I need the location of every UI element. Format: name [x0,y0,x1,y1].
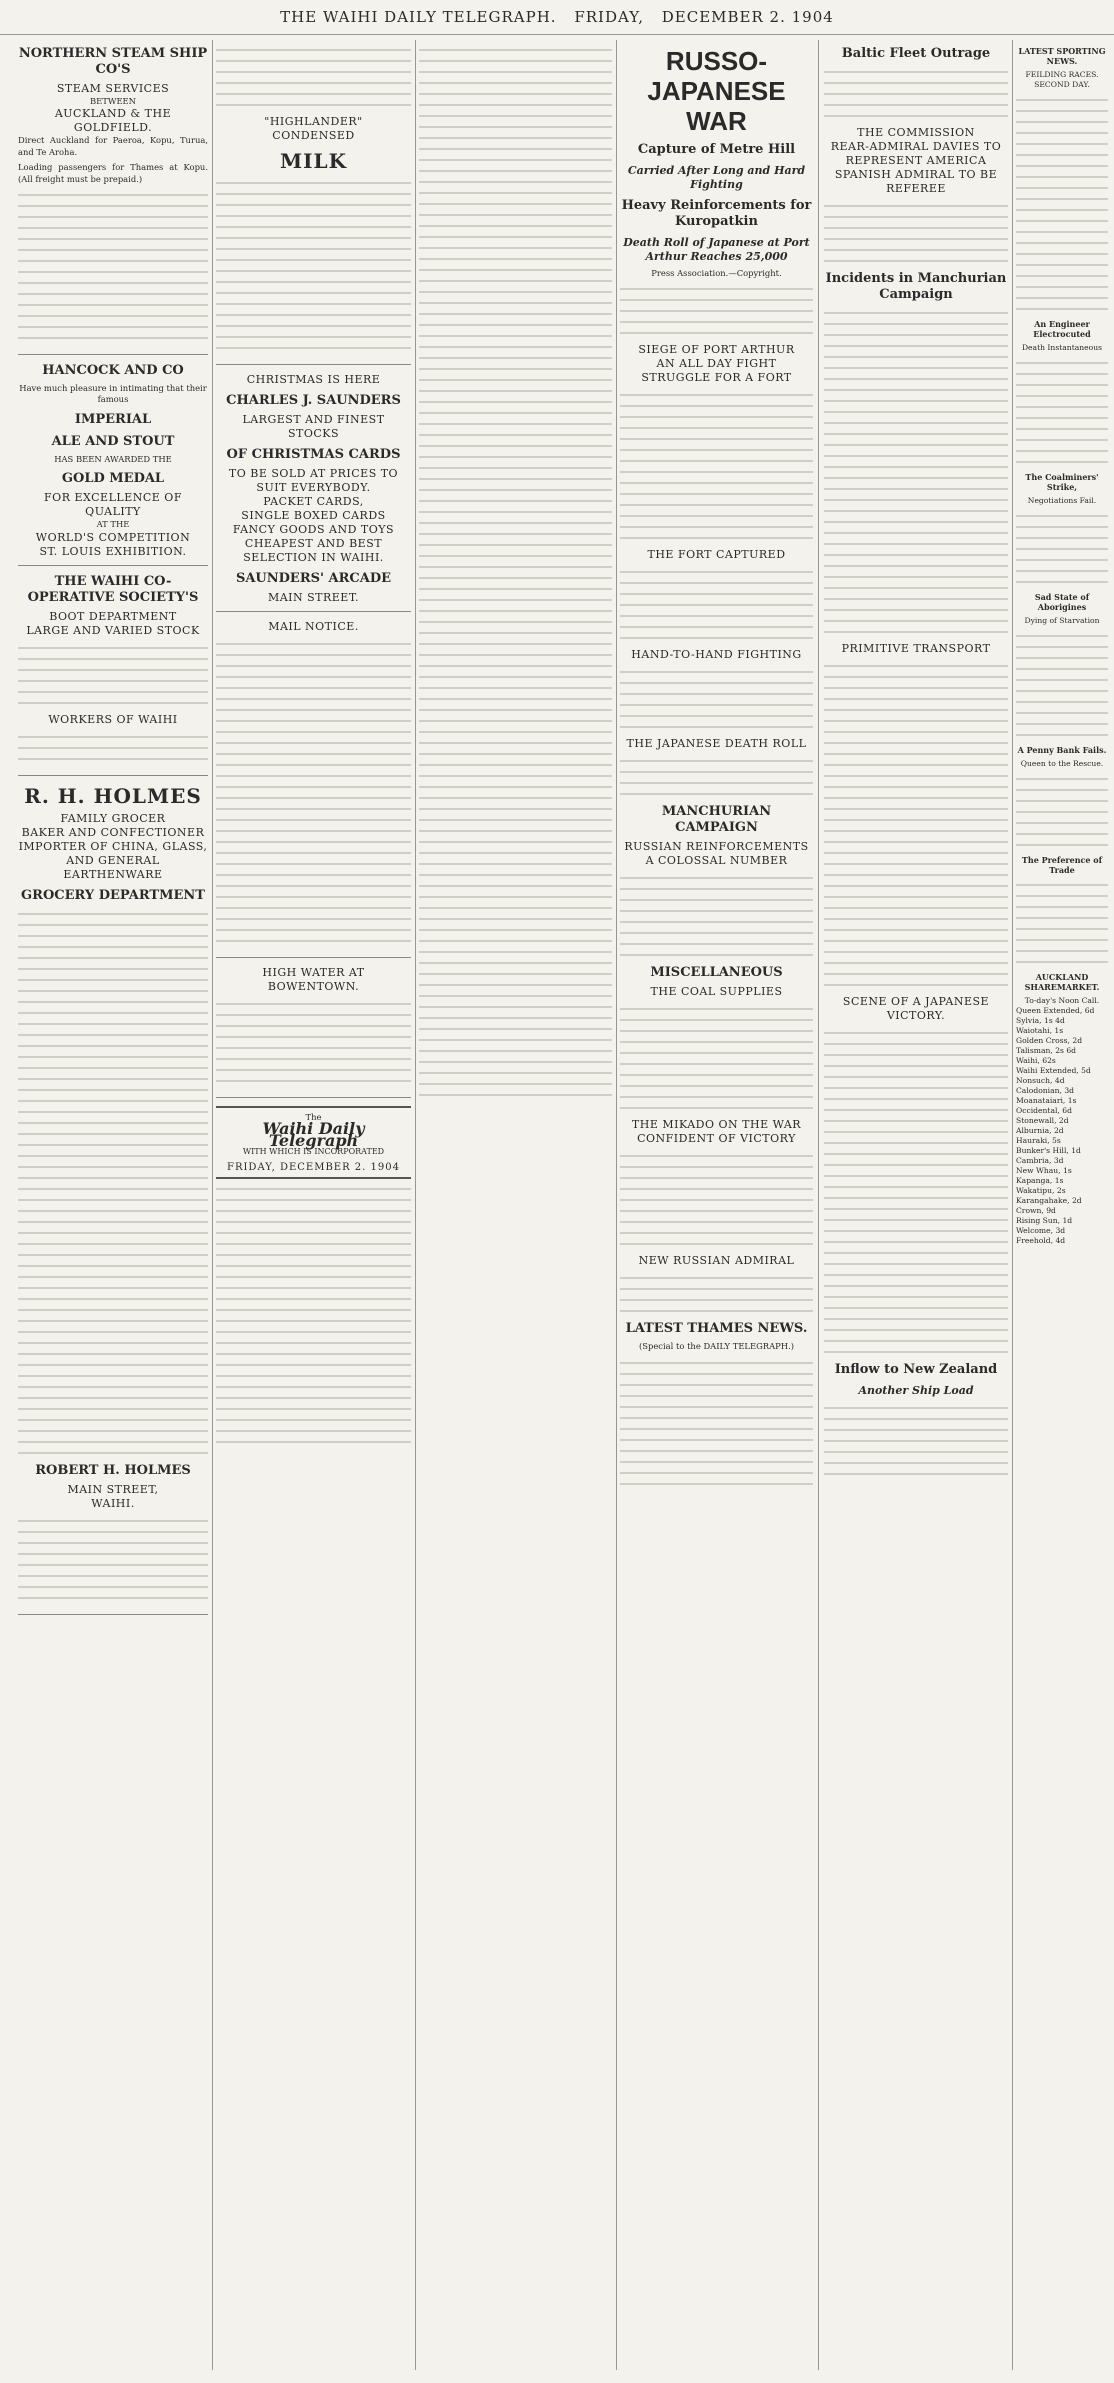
article-text [419,49,612,1096]
pub-the: The [305,1112,322,1122]
war-heading-russo: RUSSO [665,46,759,76]
christmas-heading: CHRISTMAS IS HERE [246,373,381,386]
share-row: Queen Extended, 6d [1016,1006,1095,1015]
condensed-label: CONDENSED [272,129,355,142]
ale-heading: ALE AND STOUT [51,433,175,449]
holmes-town: WAIHI. [91,1496,135,1510]
masthead-date: DECEMBER 2. 1904 [661,8,834,26]
highlander-title: "HIGHLANDER" [264,115,363,128]
article-text [620,1362,813,1485]
article-text [620,671,813,728]
mail-heading: MAIL NOTICE. [268,620,359,633]
share-row: Rising Sun, 1d [1016,1216,1073,1225]
coop-stock: LARGE AND VARIED STOCK [26,623,200,637]
share-row: Golden Cross, 2d [1016,1036,1083,1045]
gold-medal: GOLD MEDAL [61,471,165,487]
another-heading: Another Ship Load [858,1384,974,1397]
share-row: Waihi, 62s [1016,1056,1056,1065]
coop-ad [18,574,208,776]
steamship-line: Loading passengers for Thames at Kopu. (All freight must be prepaid.) [18,162,208,184]
manchurian-heading: MANCHURIAN CAMPAIGN [661,804,772,836]
scene-heading: SCENE OF A JAPANESE VICTORY. [842,995,990,1022]
saunders-name: CHARLES J. SAUNDERS [226,393,401,408]
share-row: Occidental, 6d [1016,1106,1072,1115]
share-row: Waiotahi, 1s [1016,1026,1064,1035]
fancy-goods: FANCY GOODS AND TOYS [232,523,395,536]
hancock-ad [18,363,208,566]
coal-heading: THE COAL SUPPLIES [650,985,783,999]
war-heading-japanese: JAPANESE WAR [647,76,786,136]
prices-line: TO BE SOLD AT PRICES TO SUIT EVERYBODY. [228,467,399,494]
steamship-route: AUCKLAND & THE GOLDFIELD. [54,107,172,135]
excellence-line: FOR EXCELLENCE OF QUALITY [44,491,182,519]
share-row: Bunker's Hill, 1d [1016,1146,1081,1155]
holmes-text [18,1520,208,1599]
column-rule [818,40,819,2370]
share-rows [1016,1006,1108,1246]
schedule-text [18,194,208,339]
article-text [824,205,1008,262]
special-line: (Special to the DAILY TELEGRAPH.) [638,1341,795,1352]
holmes-baker: BAKER AND CONFECTIONER [21,825,205,839]
death-roll-small-heading: THE JAPANESE DEATH ROLL [626,737,807,751]
article-text [620,1155,813,1245]
share-row: Crown, 9d [1016,1206,1056,1215]
steamship-heading: NORTHERN STEAM SHIP CO'S [18,46,208,77]
publication-date: FRIDAY, DECEMBER 2. 1904 [227,1161,400,1173]
steamship-subheading: STEAM SERVICES [56,82,170,95]
share-row: Welcome, 3d [1016,1226,1066,1235]
boxed-cards: SINGLE BOXED CARDS [241,509,386,522]
share-row: Freehold, 4d [1016,1236,1066,1245]
feilding-heading: FEILDING RACES. [1025,70,1099,79]
penny-heading: A Penny Bank Fails. [1017,745,1107,755]
article-text [620,288,813,334]
tide-rows [216,1003,411,1082]
steamship-ad [18,46,208,355]
commission-heading: THE COMMISSION [857,126,975,139]
saunders-ad [216,373,411,612]
share-row: Nonsuch, 4d [1016,1076,1065,1085]
share-list [1016,46,1108,1246]
coop-heading: THE WAIHI CO-OPERATIVE SOCIETY'S [27,573,199,605]
colossal-heading: A COLOSSAL NUMBER [645,854,788,868]
aborigines-heading: Sad State of Aborigines [1034,592,1090,612]
hand-to-hand-heading: HAND-TO-HAND FIGHTING [631,648,802,662]
primitive-heading: PRIMITIVE TRANSPORT [841,642,991,655]
coop-subheading: BOOT DEPARTMENT [49,609,177,623]
paper-name: THE WAIHI DAILY TELEGRAPH. [280,8,557,26]
confident-heading: CONFIDENT OF VICTORY [637,1132,796,1146]
death-inst-heading: Death Instantaneous [1021,343,1103,352]
christmas-cards: OF CHRISTMAS CARDS [226,447,401,462]
column-rule [415,40,416,2370]
publication-box [216,1106,411,1179]
negotiations-heading: Negotiations Fail. [1027,496,1097,505]
column-rule [212,40,213,2370]
highlander-text [216,182,411,349]
editorial-text [216,1188,411,1443]
holmes-importer: IMPORTER OF CHINA, GLASS, AND GENERAL EARTHENWARE [18,839,208,881]
column-rule [616,40,617,2370]
noon-heading: To-day's Noon Call. [1024,996,1100,1005]
article-text [620,877,813,956]
holmes-ad [18,784,208,1615]
awarded-line: HAS BEEN AWARDED THE [54,453,172,464]
steamship-between: BETWEEN [89,96,137,106]
russian-reinf-heading: RUSSIAN REINFORCEMENTS [624,840,809,854]
publication-title: Waihi Daily Telegraph [262,1119,365,1150]
column-5 [824,40,1008,2370]
holmes-street: MAIN STREET, [67,1482,159,1496]
share-row: Alburnia, 2d [1016,1126,1064,1135]
share-row: Talisman, 2s 6d [1016,1046,1077,1055]
publication-subtitle: WITH WHICH IS INCORPORATED [242,1147,385,1157]
siege-heading: SIEGE OF PORT ARTHUR [638,343,795,357]
article-text [824,1032,1008,1353]
article-text [620,1008,813,1109]
workers-text [18,736,208,760]
article-text [1016,362,1108,463]
engineer-heading: An Engineer Electrocuted [1033,319,1091,339]
share-row: Wakatipu, 2s [1016,1186,1066,1195]
article-text [620,394,813,539]
struggle-heading: STRUGGLE FOR A FORT [641,371,792,385]
article-text [1016,99,1108,310]
share-row: Waihi Extended, 5d [1016,1066,1091,1075]
spanish-heading: SPANISH ADMIRAL TO BE REFEREE [834,168,998,195]
arcade-name: SAUNDERS' ARCADE [235,571,392,586]
capture-heading: Capture of Metre Hill [637,142,796,157]
worlds-competition: WORLD'S COMPETITION [35,530,191,544]
article-text [824,71,1008,117]
thames-heading: LATEST THAMES NEWS. [625,1321,808,1337]
new-admiral-heading: NEW RUSSIAN ADMIRAL [638,1254,795,1268]
article-text [1016,778,1108,846]
article-text [620,571,813,639]
tide-heading: HIGH WATER AT BOWENTOWN. [262,966,365,993]
masthead [0,0,1114,35]
misc-heading: MISCELLANEOUS [650,965,783,981]
column-rule [1012,40,1013,2370]
article-text [824,312,1008,633]
reinforcements-heading: Heavy Reinforcements for Kuropatkin [621,198,812,229]
imperial-heading: IMPERIAL [74,411,152,427]
holmes-footer: ROBERT H. HOLMES [35,1462,191,1478]
admiral-heading: REAR-ADMIRAL DAVIES TO REPRESENT AMERICA [830,140,1002,167]
article-text [216,49,411,106]
article-text [620,1277,813,1312]
war-heading: RUSSO-JAPANESE WAR [647,46,786,136]
coalminers-heading: The Coalminers' Strike, [1025,472,1099,492]
death-roll-heading: Death Roll of Japanese at Port Arthur Reaches 25,000 [623,236,810,263]
grocery-heading: GROCERY DEPARTMENT [21,887,205,903]
share-row: Hauraki, 5s [1016,1136,1061,1145]
press-credit: Press Association.—Copyright. [651,268,782,278]
article-text [824,1407,1008,1475]
share-row: Cambria, 3d [1016,1156,1064,1165]
hancock-heading: HANCOCK AND CO [42,363,184,379]
article-text [1016,635,1108,736]
incidents-heading: Incidents in Manchurian Campaign [825,271,1007,302]
column-3 [419,40,612,2370]
queen-heading: Queen to the Rescue. [1020,759,1104,768]
workers-heading: WORKERS OF WAIHI [48,712,178,726]
exhibition-line: ST. LOUIS EXHIBITION. [39,544,187,558]
share-row: Moanataiari, 1s [1016,1096,1077,1105]
mail-text [216,643,411,942]
steamship-line: Direct Auckland for Paeroa, Kopu, Turua, and Te Aroha. [18,135,208,157]
cheapest-line: CHEAPEST AND BEST SELECTION IN WAIHI. [243,537,384,564]
article-text [1016,515,1108,583]
tide-table [216,966,411,1098]
coop-text [18,647,208,704]
column-4 [620,40,813,2370]
preference-heading: The Preference of Trade [1021,855,1103,875]
column-6 [1016,40,1108,2370]
share-row: Sylvia, 1s 4d [1016,1016,1065,1025]
baltic-heading: Baltic Fleet Outrage [841,46,991,61]
hancock-line: Have much pleasure in intimating that their famous [19,383,207,405]
grocery-text [18,913,208,1454]
arcade-street: MAIN STREET. [267,591,360,604]
masthead-day: FRIDAY, [574,8,644,26]
highlander-ad [216,115,411,365]
all-day-heading: AN ALL DAY FIGHT [656,357,777,371]
holmes-heading: R. H. HOLMES [24,783,202,808]
carried-heading: Carried After Long and Hard Fighting [627,164,806,191]
share-row: Kapanga, 1s [1016,1176,1064,1185]
mail-notice [216,620,411,958]
share-row: Calodonian, 3d [1016,1086,1075,1095]
packet-cards: PACKET CARDS, [263,495,364,508]
dying-heading: Dying of Starvation [1024,616,1100,625]
mikado-heading: THE MIKADO ON THE WAR [631,1118,802,1132]
column-2 [216,40,411,2370]
sporting-heading: LATEST SPORTING NEWS. [1018,46,1106,66]
share-row: Karangahake, 2d [1016,1196,1082,1205]
milk-label: MILK [280,149,347,173]
share-row: Stonewall, 2d [1016,1116,1069,1125]
sharemarket-heading: AUCKLAND SHAREMARKET. [1024,972,1100,992]
inflow-heading: Inflow to New Zealand [834,1362,998,1377]
largest-stocks: LARGEST AND FINEST STOCKS [242,413,385,440]
column-1 [18,40,208,2370]
second-day-heading: SECOND DAY. [1034,80,1090,89]
holmes-grocer: FAMILY GROCER [60,811,166,825]
share-row: New Whau, 1s [1016,1166,1072,1175]
article-text [1016,884,1108,963]
article-text [824,665,1008,986]
at-line: AT THE [96,519,130,530]
fort-captured-heading: THE FORT CAPTURED [647,548,786,562]
article-text [620,760,813,795]
